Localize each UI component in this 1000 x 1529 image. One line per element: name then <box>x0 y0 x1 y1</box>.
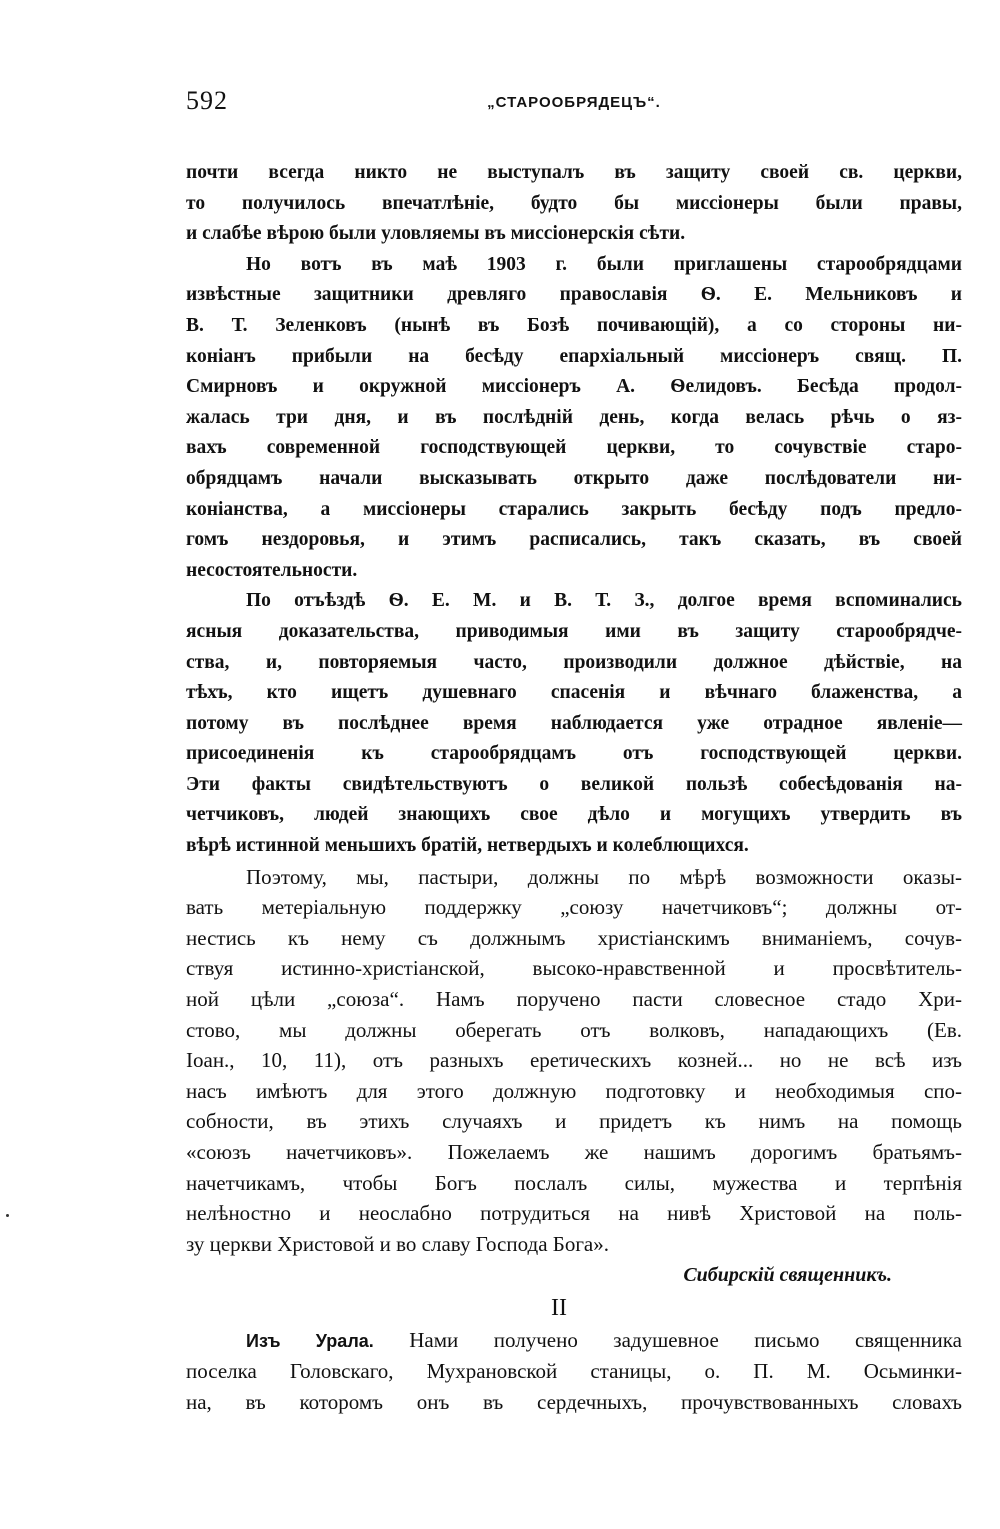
text-line: на, въ которомъ онъ въ сердечныхъ, прочувствованныхъ словахъ <box>186 1389 962 1414</box>
text-line: потому въ послѣднее время наблюдается уже отрадное явленіе— <box>186 712 962 734</box>
margin-speck <box>6 1214 9 1217</box>
running-head: „СТАРООБРЯДЕЦЪ“. <box>487 94 661 111</box>
section-number: II <box>551 1295 567 1322</box>
text-line: гомъ нездоровья, и этимъ расписались, такъ сказать, въ своей <box>186 529 962 551</box>
text-line: насъ имѣютъ для этого должную подготовку и необходимыя спо- <box>186 1078 962 1103</box>
text-line: и слабѣе вѣрою были уловляемы въ миссіонерскія сѣти. <box>186 223 686 245</box>
text-line: Іоан., 10, 11), отъ разныхъ еретическихъ козней... но не всѣ изъ <box>186 1048 962 1073</box>
text-line: собности, въ этихъ случаяхъ и придетъ къ нимъ на помощь <box>186 1109 962 1134</box>
text-line: присоединенія къ старообрядцамъ отъ господствующей церкви. <box>186 743 962 765</box>
text-line: вѣрѣ истинной меньшихъ братій, нетвердыхъ и колеблющихся. <box>186 835 749 857</box>
text-line: ства, и, повторяемыя часто, производили должное дѣйствіе, на <box>186 651 962 673</box>
text-line: ной цѣли „союза“. Намъ поручено пасти словесное стадо Хри- <box>186 987 962 1012</box>
text-line: начетчикамъ, чтобы Богъ послалъ силы, мужества и терпѣнія <box>186 1170 962 1195</box>
text-line: извѣстные защитники древляго православія Ѳ. Е. Мельниковъ и <box>186 284 962 306</box>
text-line: нелѣностно и неослабно потрудиться на нивѣ Христовой на поль- <box>186 1201 962 1226</box>
text-line: Эти факты свидѣтельствуютъ о великой пользѣ собесѣдованія на- <box>186 773 962 795</box>
text-line: почти всегда никто не выступалъ въ защиту своей св. церкви, <box>186 162 962 183</box>
text-line: ясныя доказательства, приводимыя ими въ защиту старообрядче- <box>186 620 962 642</box>
text-line: зу церкви Христовой и во славу Господа Бога». <box>186 1231 610 1256</box>
text-line: обрядцамъ начали высказывать открыто даже послѣдователи ни- <box>186 467 962 489</box>
run-in-heading: Изъ Урала. <box>246 1331 374 1352</box>
text-line: четчиковъ, людей знающихъ свое дѣло и могущихъ утвердить въ <box>186 804 962 826</box>
text-line: несостоятельности. <box>186 559 358 581</box>
text-line: «союзъ начетчиковъ». Пожелаемъ же нашимъ дорогимъ братьямъ- <box>186 1140 962 1164</box>
text-line: то получилось впечатлѣніе, будто бы миссіонеры были правы, <box>186 192 962 214</box>
text-line <box>186 1325 962 1356</box>
signature: Сибирскій священникъ. <box>683 1264 892 1287</box>
text-line: Смирновъ и окружной миссіонеръ А. Ѳелидовъ. Бесѣда продол- <box>186 376 962 398</box>
text-line: ствуя истинно-христіанской, высоко-нравственной и просвѣтитель- <box>186 956 962 981</box>
text-line: нестись къ нему съ должнымъ христіанскимъ вниманіемъ, сочув- <box>186 925 962 950</box>
page-number: 592 <box>186 86 228 115</box>
text-line: По отъѣздѣ Ѳ. Е. М. и В. Т. З., долгое время вспоминались <box>246 590 962 612</box>
text-line: вахъ современной господствующей церкви, то сочувствіе старо- <box>186 437 962 459</box>
text-line-rest: Нами получено задушевное письмо священника <box>373 1328 962 1353</box>
text-line: коніанства, а миссіонеры старались закрыть бесѣду подъ предло- <box>186 498 962 520</box>
text-line: вать метеріальную поддержку „союзу начетчиковъ“; должны от- <box>186 895 962 920</box>
text-line: Поэтому, мы, пастыри, должны по мѣрѣ возможности оказы- <box>246 864 962 889</box>
text-line: жалась три дня, и въ послѣдній день, когда велась рѣчь о яз- <box>186 406 962 428</box>
text-line: коніанъ прибыли на бесѣду епархіальный миссіонеръ свящ. П. <box>186 345 962 367</box>
body-text <box>186 158 962 1417</box>
text-line: тѣхъ, кто ищетъ душевнаго спасенія и вѣчнаго блаженства, а <box>186 682 962 704</box>
page-header <box>186 86 962 126</box>
text-line: стово, мы должны оберегать отъ волковъ, нападающихъ (Ев. <box>186 1017 962 1042</box>
text-line: В. Т. Зеленковъ (нынѣ въ Бозѣ почивающій), а со стороны ни- <box>186 314 962 336</box>
text-line: Но вотъ въ маѣ 1903 г. были приглашены старообрядцами <box>246 253 962 275</box>
text-line: поселка Головскаго, Мухрановской станицы, о. П. М. Осьминки- <box>186 1358 962 1383</box>
